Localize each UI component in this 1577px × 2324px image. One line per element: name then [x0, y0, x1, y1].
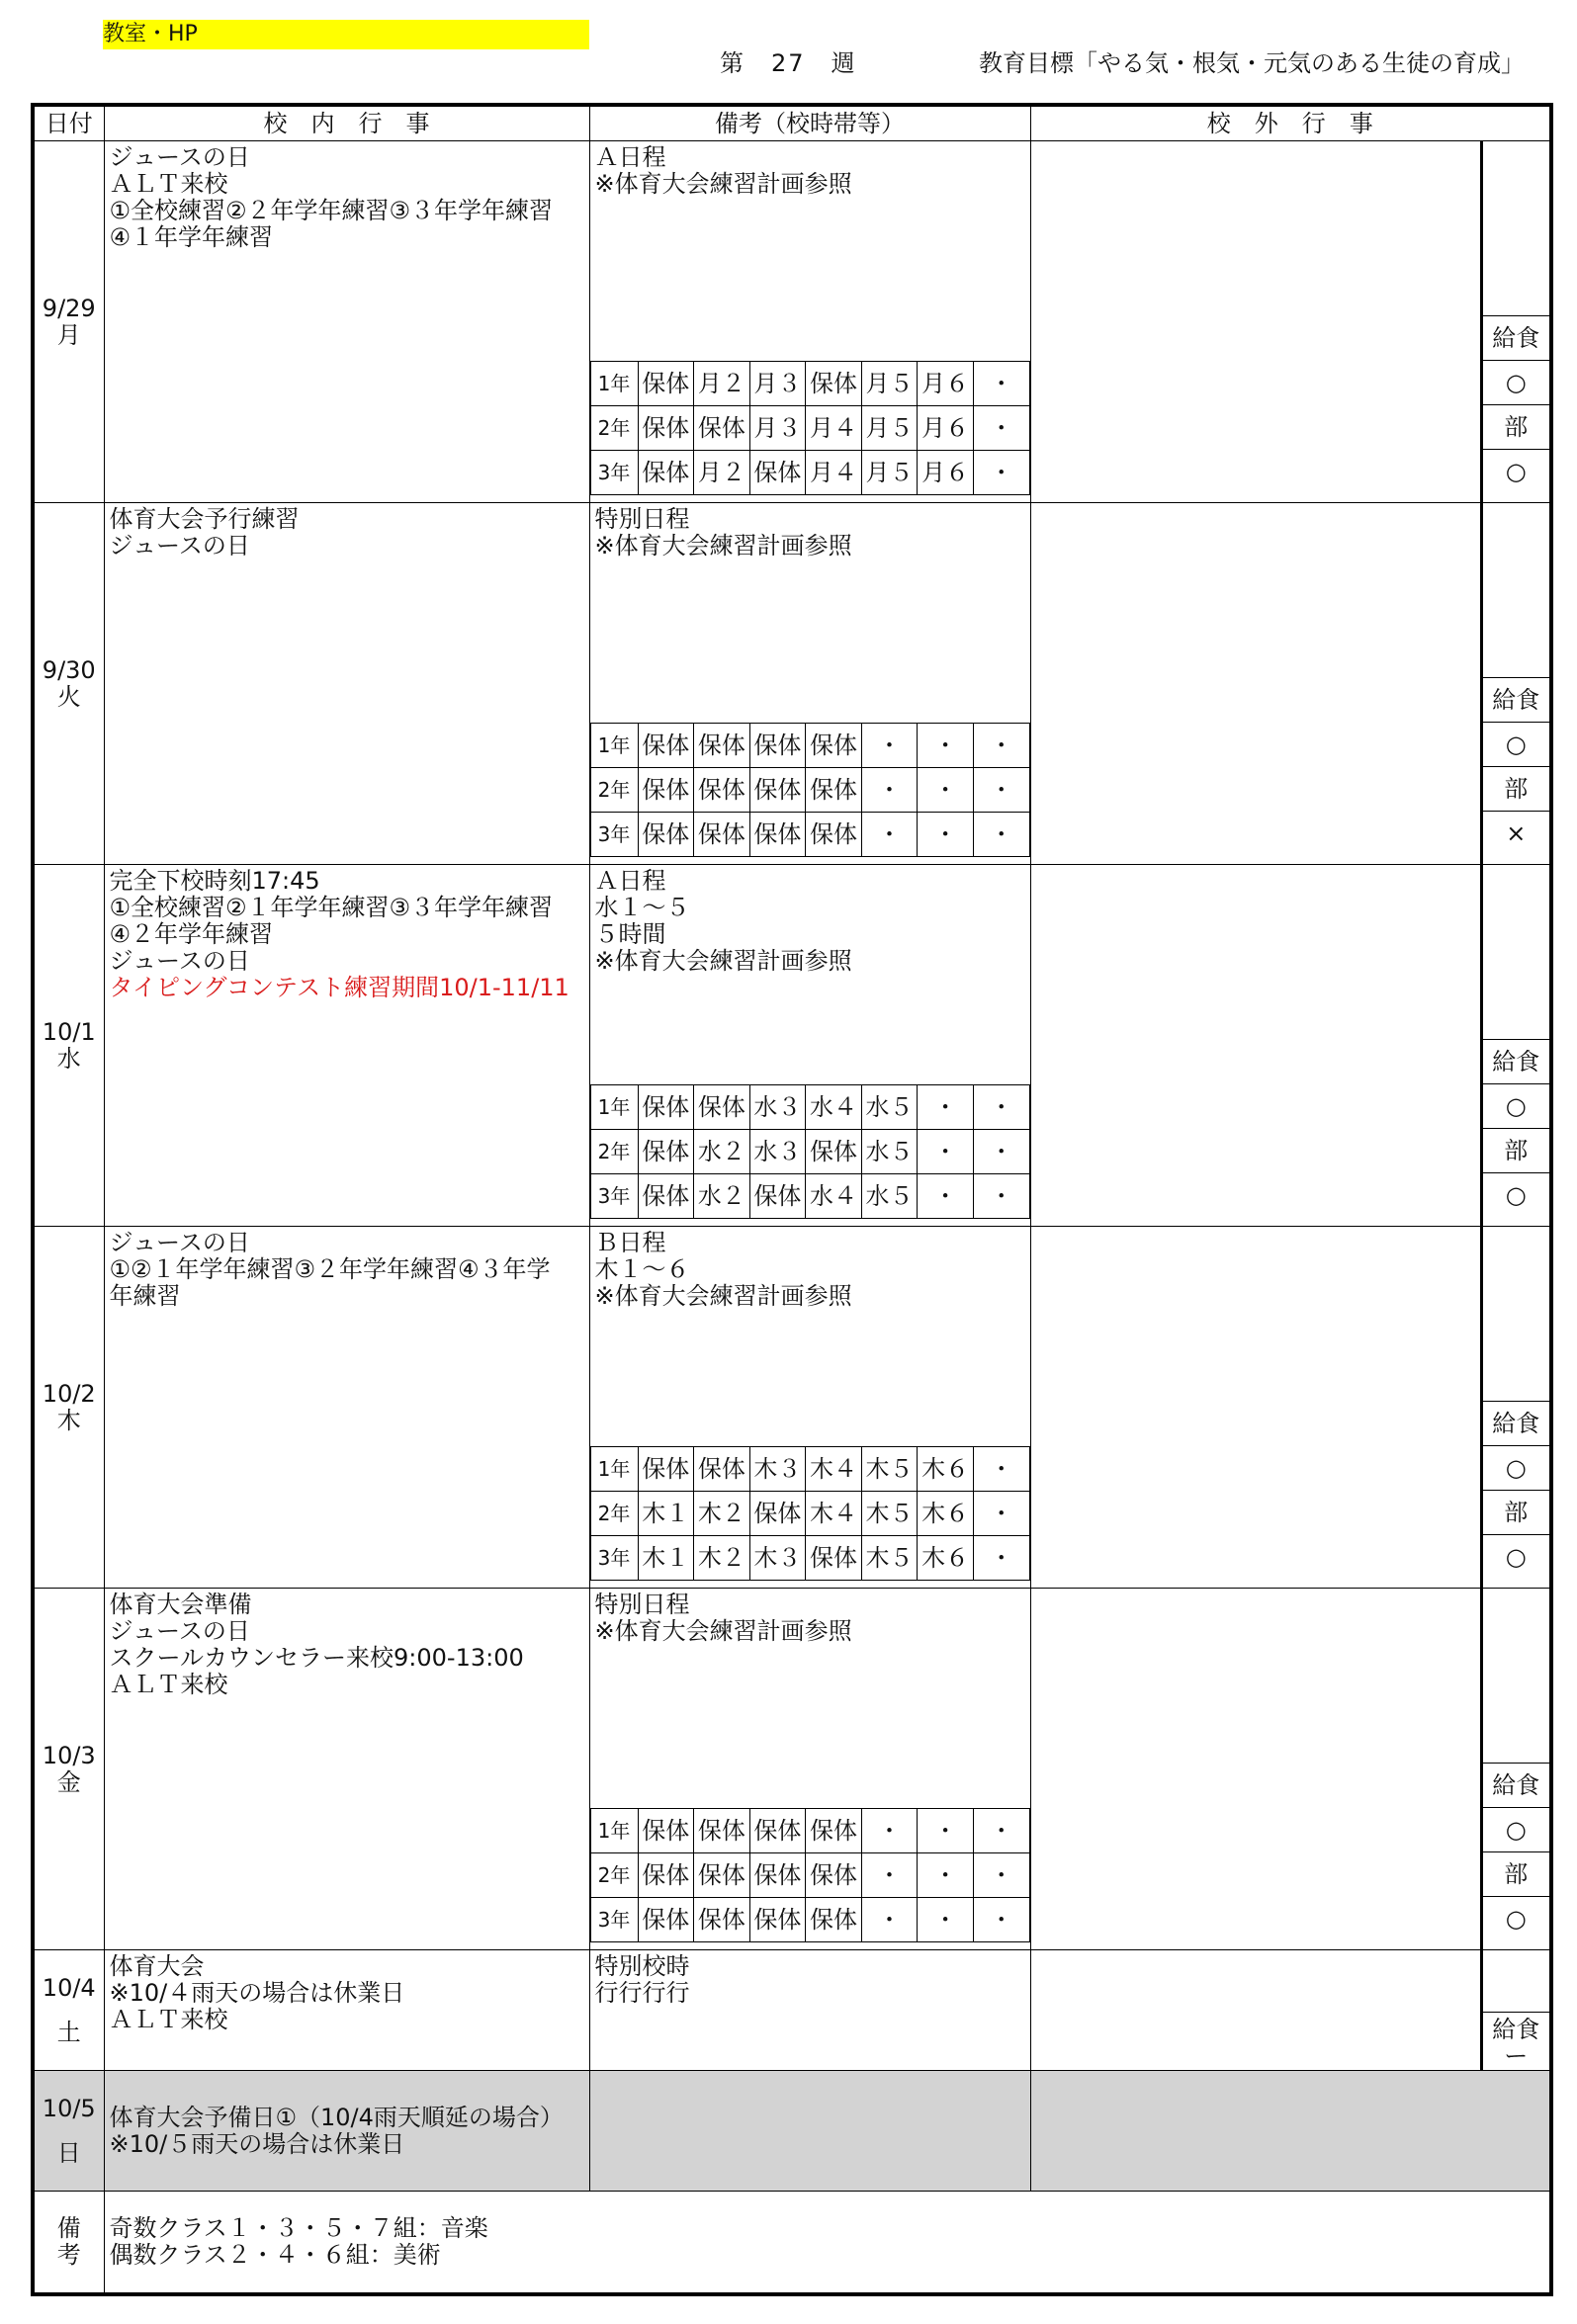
day-row [33, 141, 1551, 503]
period-row [590, 362, 1029, 406]
period-cell: 木５ [861, 1536, 918, 1581]
period-cell: 木２ [694, 1492, 750, 1536]
day-date: 10/3 金 [33, 1589, 104, 1950]
school-event: ④１年学年練習 [109, 223, 274, 251]
period-cell: ・ [918, 1174, 974, 1219]
school-event: ジュースの日 [109, 947, 250, 975]
day-row [33, 865, 1551, 1227]
period-cell: 保体 [638, 1447, 694, 1492]
period-row [590, 1492, 1029, 1536]
day-date: 9/30 火 [33, 503, 104, 865]
notes-text: Ｂ日程 木１～６ ※体育大会練習計画参照 [594, 1229, 852, 1310]
lunch-value: ○ [1483, 1535, 1550, 1580]
sunday-events: 体育大会予備日①（10/4雨天順延の場合） ※10/５雨天の場合は休業日 [109, 2103, 564, 2158]
period-grid [590, 1084, 1030, 1219]
period-row [590, 724, 1029, 768]
period-row [590, 768, 1029, 813]
sunday-outside-cell [1030, 2071, 1551, 2192]
period-row [590, 1447, 1029, 1492]
sunday-date [33, 2071, 104, 2192]
notes-text: 特別日程 ※体育大会練習計画参照 [594, 1591, 852, 1645]
school-event: ①全校練習②１年学年練習③３年学年練習 [109, 894, 554, 921]
period-grid [590, 361, 1030, 495]
school-event: ①②１年学年練習③２年学年練習④３年学 [109, 1255, 551, 1283]
period-cell: 月６ [918, 406, 974, 451]
lunch-cell [1481, 141, 1551, 503]
remarks-text: 奇数クラス１・３・５・７組：音楽 偶数クラス２・４・６組：美術 [109, 2213, 488, 2269]
period-row [590, 451, 1029, 495]
period-cell: 保体 [638, 813, 694, 857]
period-cell: 保体 [694, 1809, 750, 1853]
lunch-value: 部 [1483, 1491, 1550, 1535]
period-cell: ・ [973, 1174, 1029, 1219]
grade-label: 1年 [590, 1085, 638, 1130]
school-event: ジュースの日 [109, 1617, 250, 1645]
period-cell: 水４ [806, 1174, 862, 1219]
period-cell: ・ [973, 1447, 1029, 1492]
remarks-label: 備 考 [33, 2192, 104, 2294]
period-cell: ・ [918, 1809, 974, 1853]
lunch-cell [1481, 503, 1551, 865]
school-events-cell [104, 865, 589, 1227]
period-cell: 木５ [861, 1492, 918, 1536]
sunday-notes-cell [589, 2071, 1030, 2192]
period-cell: ・ [973, 768, 1029, 813]
lunch-value: ○ [1483, 361, 1550, 405]
period-cell: 保体 [638, 1898, 694, 1942]
grade-label: 3年 [590, 1536, 638, 1581]
period-cell: ・ [861, 1898, 918, 1942]
school-event: ④２年学年練習 [109, 920, 274, 948]
period-cell: 水２ [694, 1174, 750, 1219]
notes-text: Ａ日程 ※体育大会練習計画参照 [594, 143, 852, 198]
period-row [590, 1130, 1029, 1174]
period-cell: 保体 [749, 451, 806, 495]
day-date: 9/29 月 [33, 141, 104, 503]
lunch-value: 部 [1483, 1852, 1550, 1897]
day-date: 10/1 水 [33, 865, 104, 1227]
period-cell: 保体 [749, 813, 806, 857]
period-cell: ・ [918, 1085, 974, 1130]
period-cell: 保体 [749, 724, 806, 768]
period-row [590, 1174, 1029, 1219]
period-cell: ・ [973, 724, 1029, 768]
saturday-lunch-label: 給食 [1483, 2012, 1550, 2042]
period-cell: 木１ [638, 1492, 694, 1536]
period-cell: 木４ [806, 1447, 862, 1492]
lunch-label: 給食 [1483, 1402, 1550, 1446]
school-event: 完全下校時刻17:45 [109, 867, 320, 895]
remarks-cell [104, 2192, 1551, 2294]
saturday-date-day: 10/4 [42, 1973, 96, 2002]
school-event: ジュースの日 [109, 532, 250, 559]
period-cell: ・ [861, 768, 918, 813]
period-row [590, 813, 1029, 857]
period-cell: ・ [918, 768, 974, 813]
period-cell: 保体 [806, 1536, 862, 1581]
period-cell: 保体 [694, 813, 750, 857]
school-events-cell [104, 1589, 589, 1950]
period-cell: 木５ [861, 1447, 918, 1492]
period-cell: 木６ [918, 1536, 974, 1581]
saturday-date [33, 1950, 104, 2071]
period-cell: 保体 [638, 1853, 694, 1898]
grade-label: 2年 [590, 406, 638, 451]
notes-text: 特別日程 ※体育大会練習計画参照 [594, 505, 852, 559]
period-cell: ・ [861, 724, 918, 768]
grade-label: 2年 [590, 1853, 638, 1898]
period-cell: 水３ [749, 1130, 806, 1174]
period-cell: 月４ [806, 406, 862, 451]
period-cell: 保体 [806, 813, 862, 857]
period-cell: 保体 [749, 1809, 806, 1853]
school-event: ジュースの日 [109, 1229, 250, 1256]
grade-label: 2年 [590, 1492, 638, 1536]
school-event: 体育大会予行練習 [109, 505, 300, 533]
period-cell: 月３ [749, 362, 806, 406]
day-date: 10/2 木 [33, 1227, 104, 1589]
period-cell: 保体 [638, 1130, 694, 1174]
period-cell: 保体 [638, 451, 694, 495]
period-cell: 水５ [861, 1130, 918, 1174]
saturday-events-cell [104, 1950, 589, 2071]
period-cell: 木３ [749, 1536, 806, 1581]
sunday-row [33, 2071, 1551, 2192]
outside-events-cell [1030, 141, 1481, 503]
lunch-value: ○ [1483, 450, 1550, 494]
period-cell: 月４ [806, 451, 862, 495]
col-header-outside-events: 校 外 行 事 [1030, 105, 1551, 141]
saturday-notes-cell [589, 1950, 1030, 2071]
period-row [590, 1085, 1029, 1130]
sunday-date-weekday: 日 [56, 2138, 81, 2167]
outside-events-cell [1030, 1589, 1481, 1950]
lunch-value: ○ [1483, 1897, 1550, 1941]
grade-label: 1年 [590, 1447, 638, 1492]
lunch-value: × [1483, 812, 1550, 856]
notes-cell [589, 865, 1030, 1227]
period-cell: 月５ [861, 362, 918, 406]
school-event: ジュースの日 [109, 143, 250, 171]
lunch-label: 給食 [1483, 1040, 1550, 1084]
period-cell: ・ [973, 362, 1029, 406]
period-cell: 月２ [694, 362, 750, 406]
day-row [33, 1589, 1551, 1950]
grade-label: 2年 [590, 768, 638, 813]
sunday-events-cell [104, 2071, 589, 2192]
header-row [33, 105, 1551, 141]
period-cell: 木３ [749, 1447, 806, 1492]
day-row [33, 1227, 1551, 1589]
period-cell: 木４ [806, 1492, 862, 1536]
lunch-label: 給食 [1483, 316, 1550, 361]
period-cell: 保体 [749, 1174, 806, 1219]
grade-label: 3年 [590, 1174, 638, 1219]
period-cell: ・ [973, 813, 1029, 857]
week-number: 第 27 週 [720, 49, 857, 77]
period-cell: 保体 [638, 362, 694, 406]
period-cell: ・ [973, 1492, 1029, 1536]
period-cell: 保体 [638, 768, 694, 813]
outside-events-cell [1030, 503, 1481, 865]
notes-cell [589, 141, 1030, 503]
period-grid [590, 1808, 1030, 1942]
period-cell: 水５ [861, 1085, 918, 1130]
grade-label: 1年 [590, 1809, 638, 1853]
col-header-school-events: 校 内 行 事 [104, 105, 589, 141]
grade-label: 3年 [590, 813, 638, 857]
period-cell: 木６ [918, 1447, 974, 1492]
period-cell: 保体 [694, 1853, 750, 1898]
lunch-value: 部 [1483, 1129, 1550, 1173]
lunch-value: ○ [1483, 1173, 1550, 1218]
lunch-value: 部 [1483, 767, 1550, 812]
grade-label: 3年 [590, 1898, 638, 1942]
saturday-outside-cell [1030, 1950, 1481, 2071]
saturday-lunch-cell [1481, 1950, 1551, 2071]
period-grid [590, 723, 1030, 857]
period-cell: 保体 [806, 1853, 862, 1898]
day-row [33, 503, 1551, 865]
saturday-lunch-value: ー [1504, 2042, 1529, 2070]
saturday-row [33, 1950, 1551, 2071]
school-event: 年練習 [109, 1282, 181, 1310]
saturday-notes: 特別校時 行行行行 [594, 1952, 690, 2007]
period-cell: ・ [918, 1130, 974, 1174]
period-cell: 木６ [918, 1492, 974, 1536]
period-cell: 保体 [694, 724, 750, 768]
period-cell: 水５ [861, 1174, 918, 1219]
notes-text: Ａ日程 水１～５ ５時間 ※体育大会練習計画参照 [594, 867, 852, 975]
period-cell: ・ [973, 1898, 1029, 1942]
period-cell: ・ [973, 1536, 1029, 1581]
period-cell: ・ [918, 1898, 974, 1942]
period-cell: 水３ [749, 1085, 806, 1130]
period-row [590, 1898, 1029, 1942]
period-cell: 保体 [806, 724, 862, 768]
period-cell: 保体 [694, 1085, 750, 1130]
saturday-events: 体育大会 ※10/４雨天の場合は休業日 ＡＬＴ来校 [109, 1952, 405, 2033]
period-cell: 水２ [694, 1130, 750, 1174]
school-event: ①全校練習②２年学年練習③３年学年練習 [109, 197, 554, 224]
period-cell: 保体 [638, 406, 694, 451]
school-events-cell [104, 141, 589, 503]
period-cell: 月６ [918, 451, 974, 495]
period-cell: ・ [973, 1809, 1029, 1853]
school-events-cell [104, 1227, 589, 1589]
school-events-cell [104, 503, 589, 865]
period-cell: ・ [973, 1085, 1029, 1130]
period-cell: 保体 [749, 768, 806, 813]
period-cell: 保体 [694, 406, 750, 451]
remarks-row [33, 2192, 1551, 2294]
col-header-date: 日付 [33, 105, 104, 141]
lunch-value: 部 [1483, 405, 1550, 450]
notes-cell [589, 1227, 1030, 1589]
grade-label: 1年 [590, 724, 638, 768]
lunch-cell [1481, 1589, 1551, 1950]
lunch-label: 給食 [1483, 1764, 1550, 1808]
period-cell: 保体 [806, 1898, 862, 1942]
period-row [590, 1536, 1029, 1581]
education-goal: 教育目標「やる気・根気・元気のある生徒の育成」 [979, 49, 1525, 77]
period-cell: 木２ [694, 1536, 750, 1581]
school-event: 体育大会準備 [109, 1591, 252, 1618]
lunch-value: ○ [1483, 1446, 1550, 1491]
period-cell: ・ [861, 813, 918, 857]
period-cell: 保体 [638, 724, 694, 768]
period-cell: 保体 [638, 1174, 694, 1219]
period-row [590, 1853, 1029, 1898]
period-cell: 保体 [749, 1898, 806, 1942]
notes-cell [589, 1589, 1030, 1950]
period-cell: ・ [918, 1853, 974, 1898]
period-cell: 保体 [806, 362, 862, 406]
saturday-date-weekday: 土 [56, 2018, 81, 2046]
period-cell: 保体 [749, 1492, 806, 1536]
period-cell: ・ [973, 451, 1029, 495]
header-tag: 教室・HP [103, 20, 589, 49]
period-cell: 月５ [861, 406, 918, 451]
grade-label: 2年 [590, 1130, 638, 1174]
period-cell: 水４ [806, 1085, 862, 1130]
period-cell: ・ [918, 813, 974, 857]
period-cell: ・ [861, 1853, 918, 1898]
period-cell: 保体 [638, 1809, 694, 1853]
sunday-date-day: 10/5 [42, 2094, 96, 2122]
lunch-value: ○ [1483, 723, 1550, 767]
period-cell: ・ [973, 1853, 1029, 1898]
period-cell: ・ [973, 1130, 1029, 1174]
period-cell: 月２ [694, 451, 750, 495]
lunch-value: ○ [1483, 1808, 1550, 1852]
school-event: ＡＬＴ来校 [109, 170, 228, 198]
period-row [590, 406, 1029, 451]
period-grid [590, 1446, 1030, 1581]
lunch-label: 給食 [1483, 678, 1550, 723]
period-row [590, 1809, 1029, 1853]
school-event-highlight: タイピングコンテスト練習期間10/1-11/11 [109, 974, 569, 1001]
outside-events-cell [1030, 865, 1481, 1227]
period-cell: 保体 [694, 1898, 750, 1942]
notes-cell [589, 503, 1030, 865]
period-cell: 月５ [861, 451, 918, 495]
period-cell: ・ [861, 1809, 918, 1853]
col-header-notes: 備考（校時帯等） [589, 105, 1030, 141]
weekly-schedule-table [31, 103, 1553, 2296]
lunch-cell [1481, 865, 1551, 1227]
period-cell: 保体 [806, 1130, 862, 1174]
period-cell: ・ [918, 724, 974, 768]
period-cell: 保体 [749, 1853, 806, 1898]
outside-events-cell [1030, 1227, 1481, 1589]
period-cell: ・ [973, 406, 1029, 451]
period-cell: 月３ [749, 406, 806, 451]
period-cell: 保体 [694, 1447, 750, 1492]
grade-label: 3年 [590, 451, 638, 495]
grade-label: 1年 [590, 362, 638, 406]
school-event: スクールカウンセラー来校9:00-13:00 [109, 1644, 524, 1672]
period-cell: 保体 [694, 768, 750, 813]
period-cell: 保体 [806, 768, 862, 813]
period-cell: 木１ [638, 1536, 694, 1581]
lunch-cell [1481, 1227, 1551, 1589]
period-cell: 保体 [638, 1085, 694, 1130]
school-event: ＡＬＴ来校 [109, 1671, 228, 1698]
period-cell: 月６ [918, 362, 974, 406]
lunch-value: ○ [1483, 1084, 1550, 1129]
period-cell: 保体 [806, 1809, 862, 1853]
